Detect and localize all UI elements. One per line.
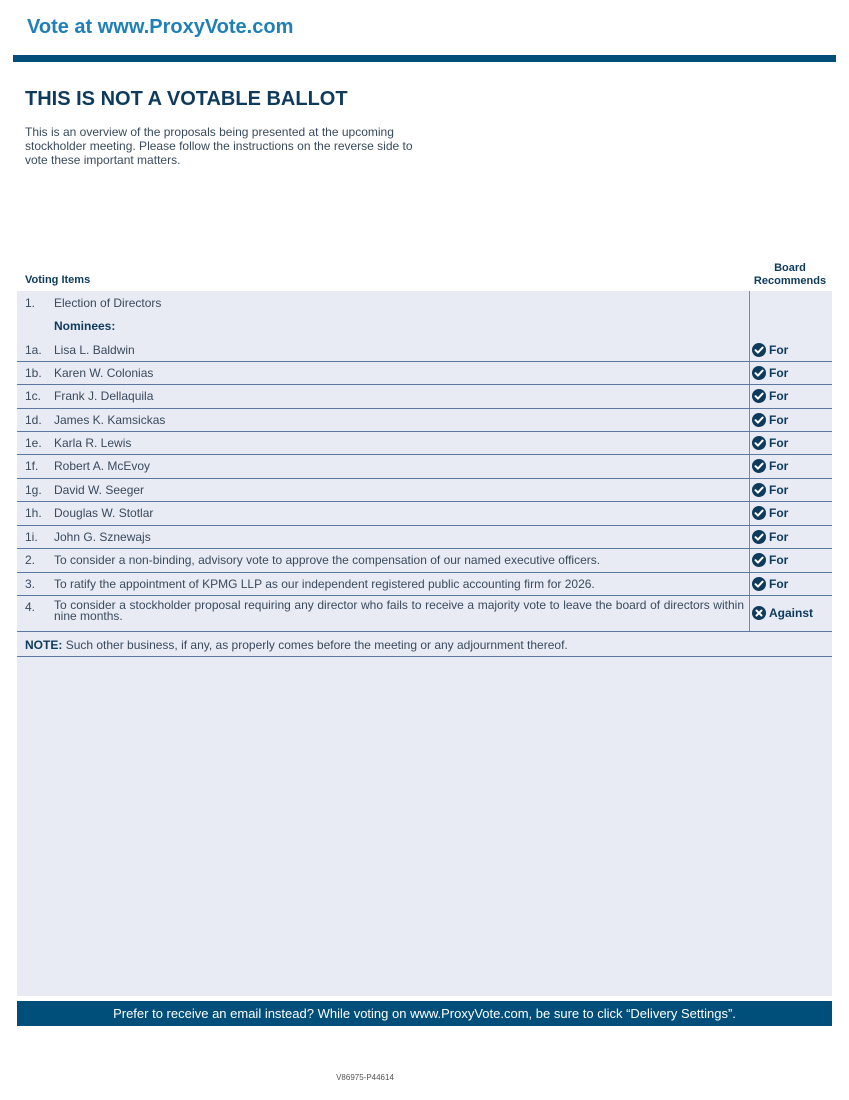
recommendation — [752, 436, 788, 450]
nominee-row — [17, 455, 832, 479]
item-number: 3. — [25, 577, 36, 591]
recommendation-label: For — [769, 506, 789, 520]
proposal-label: To ratify the appointment of KPMG LLP as our independent registered public accounting firm for 2026. — [54, 577, 595, 591]
nominee-row — [17, 339, 832, 362]
nominee-row — [17, 409, 832, 432]
nominees-label: Nominees: — [54, 319, 116, 333]
recommendation-label: For — [769, 483, 789, 497]
recommendation — [752, 553, 788, 567]
recommendation-label: For — [769, 366, 789, 380]
check-circle-icon — [752, 413, 766, 427]
recommendation-label: For — [769, 577, 789, 591]
recommendation-label: For — [769, 413, 789, 427]
nominee-name: Lisa L. Baldwin — [54, 343, 135, 357]
document-code: V86975-P44614 — [336, 1073, 394, 1082]
item-number: 1d. — [25, 413, 42, 427]
recommendation — [752, 366, 788, 380]
recommendation — [752, 413, 788, 427]
voting-items-header: Voting Items — [25, 274, 91, 286]
item-number: 1i. — [25, 530, 38, 544]
nominee-row — [17, 432, 832, 455]
item-number: 2. — [25, 553, 36, 567]
x-circle-icon — [752, 606, 766, 620]
check-circle-icon — [752, 436, 766, 450]
proposal-label: To consider a non-binding, advisory vote to approve the compensation of our named executive officers. — [54, 553, 601, 567]
election-row — [17, 296, 832, 316]
proxyvote-header-link[interactable]: Vote at www.ProxyVote.com — [27, 16, 294, 38]
recommendation — [752, 530, 788, 544]
recommendation-label: For — [769, 436, 789, 450]
item-number: 4. — [25, 600, 36, 614]
item-number: 1h. — [25, 506, 42, 520]
nominee-row — [17, 362, 832, 385]
recommendation — [752, 389, 788, 403]
check-circle-icon — [752, 506, 766, 520]
recommendation-label: For — [769, 530, 789, 544]
board-recommends-header-text: Board Recommends — [753, 262, 827, 287]
check-circle-icon — [752, 530, 766, 544]
check-circle-icon — [752, 459, 766, 473]
proposal-row — [17, 573, 832, 596]
check-circle-icon — [752, 483, 766, 497]
recommendation — [752, 577, 788, 591]
nominee-name: Frank J. Dellaquila — [54, 389, 154, 403]
header-divider — [13, 55, 836, 62]
item-number: 1e. — [25, 436, 42, 450]
note-label: NOTE: — [25, 638, 63, 652]
recommendation-label: For — [769, 389, 789, 403]
nominee-name: James K. Kamsickas — [54, 413, 166, 427]
recommendation-label: For — [769, 553, 789, 567]
delivery-settings-banner — [17, 1001, 832, 1026]
recommendation-label: For — [769, 459, 789, 473]
page-title: THIS IS NOT A VOTABLE BALLOT — [25, 88, 348, 110]
recommendation — [752, 343, 788, 357]
nominee-row — [17, 385, 832, 409]
recommendation — [752, 606, 813, 620]
note-row — [17, 634, 832, 657]
banner-text: Prefer to receive an email instead? While voting on www.ProxyVote.com, be sure to click “Delivery Settings”. — [113, 1006, 736, 1021]
nominee-row — [17, 526, 832, 549]
item-number: 1g. — [25, 483, 42, 497]
recommendation-label: Against — [769, 606, 814, 620]
recommendation — [752, 459, 788, 473]
nominee-name: Douglas W. Stotlar — [54, 506, 154, 520]
item-number: 1c. — [25, 389, 42, 403]
note-text: Such other business, if any, as properly comes before the meeting or any adjournment thereof. — [65, 638, 568, 652]
recommendation-label: For — [769, 343, 789, 357]
check-circle-icon — [752, 343, 766, 357]
item-number: 1. — [25, 296, 36, 310]
recommendation — [752, 506, 788, 520]
check-circle-icon — [752, 577, 766, 591]
item-number: 1b. — [25, 366, 42, 380]
nominee-row — [17, 502, 832, 526]
nominees-row — [17, 319, 832, 339]
nominee-row — [17, 479, 832, 502]
proposal-label: To consider a stockholder proposal requiring any director who fails to receive a majority vote to leave the board of directors within nine months. — [54, 598, 744, 623]
nominee-name: Karla R. Lewis — [54, 436, 132, 450]
check-circle-icon — [752, 553, 766, 567]
nominee-name: David W. Seeger — [54, 483, 145, 497]
item-label: Election of Directors — [54, 296, 162, 310]
proposal-row — [17, 596, 832, 632]
board-recommends-header — [748, 262, 832, 288]
item-number: 1a. — [25, 343, 42, 357]
nominee-name: Karen W. Colonias — [54, 366, 154, 380]
nominee-name: John G. Sznewajs — [54, 530, 151, 544]
recommendation — [752, 483, 788, 497]
check-circle-icon — [752, 389, 766, 403]
nominee-name: Robert A. McEvoy — [54, 459, 151, 473]
proposal-row — [17, 549, 832, 573]
check-circle-icon — [752, 366, 766, 380]
intro-text: This is an overview of the proposals being presented at the upcoming stockholder meeting. Please follow the instructions on the reverse side to vote these important matters. — [25, 125, 413, 167]
item-number: 1f. — [25, 459, 39, 473]
